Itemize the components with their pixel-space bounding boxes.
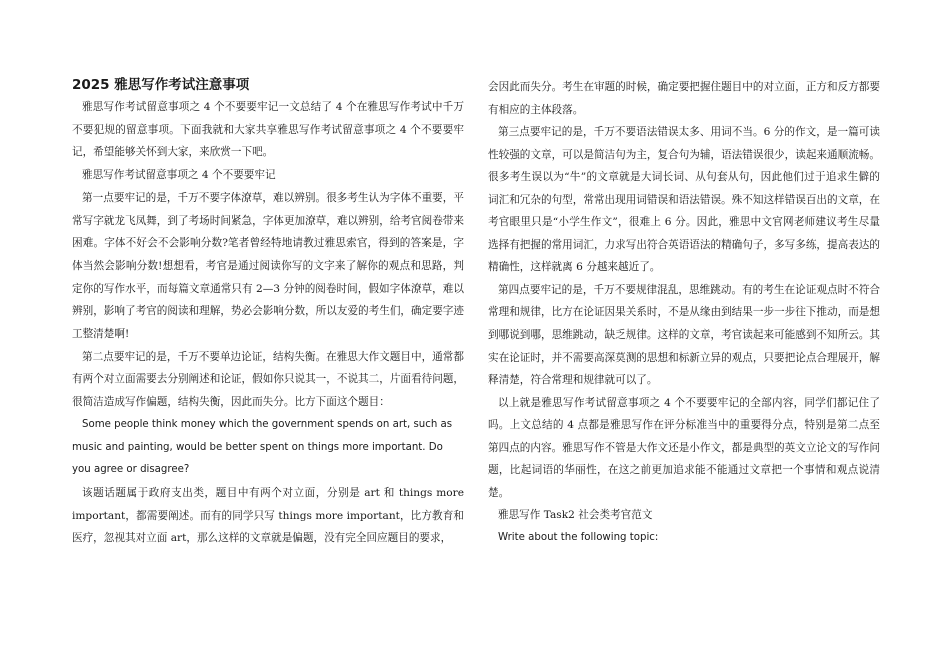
continuation-paragraph: 会因此而失分。考生在审题的时候，确定要把握住题目中的对立面，正方和反方都要有相应的主体段落。: [488, 81, 880, 116]
example-question: Some people think money which the government spends on art, such as music and painting, would be better spent on things more important. Do you agree or disagree?: [72, 418, 453, 476]
sample-essay-heading: 雅思写作 Task2 社会类考官范文: [498, 509, 653, 522]
point-one-paragraph: 第一点要牢记的是，千万不要字体潦草，难以辨别。很多考生认为字体不重要，平常写字就龙飞凤舞，到了考场时间紧急，字体更加潦草，难以辨别，给考官阅卷带来困难。字体不好会不会影响分数?笔者曾经特地请教过雅思索官，得到的答案是，字体当然会影响分数!想想看，考官是通过阅读你写的文字来了解你的观点和思路，判定你的写作水平，而每篇文章通常只有 2—3 分钟的阅卷时间，假如字体潦草，难以辨别，影响了考官的阅读和理解，势必会影响分数，所以友爱的考生们，确定要字迹工整清楚啊!: [72, 191, 464, 341]
left-column: [72, 74, 464, 550]
document-title: 2025 雅思写作考试注意事项: [72, 77, 250, 93]
section-heading: 雅思写作考试留意事项之 4 个不要要牢记: [82, 169, 276, 182]
analysis-paragraph: 该题话题属于政府支出类，题目中有两个对立面，分别是 art 和 things more important，都需要阐述。而有的同学只写 things more important，比方教育和医疗，忽视其对立面 art，那么这样的文章就是偏题，没有完全回应题目的要求，: [72, 486, 464, 545]
right-column: [488, 76, 880, 549]
topic-prompt: Write about the following topic:: [498, 531, 659, 543]
intro-paragraph: 雅思写作考试留意事项之 4 个不要要牢记一文总结了 4 个在雅思写作考试中千万不要犯规的留意事项。下面我就和大家共享雅思写作考试留意事项之 4 个不要要牢记，希望能够关怀到大家，来欣赏一下吧。: [72, 101, 464, 159]
point-two-paragraph: 第二点要牢记的是，千万不要单边论证，结构失衡。在雅思大作文题目中，通常都有两个对立面需要去分别阐述和论证，假如你只说其一，不说其二，片面看待问题，很简洁造成写作偏题，结构失衡，因此而失分。比方下面这个题目：: [72, 350, 464, 409]
summary-paragraph: 以上就是雅思写作考试留意事项之 4 个不要要牢记的全部内容，同学们都记住了吗。上文总结的 4 点都是雅思写作在评分标准当中的重要得分点，特别是第二点至第四点的内容。雅思写作不管是大作文还是小作文，都是典型的英文立论文的写作问题，比起词语的华丽性，在这之前更加追求能不能通过文章把一个事情和观点说清楚。: [488, 396, 880, 499]
point-four-paragraph: 第四点要牢记的是，千万不要规律混乱，思维跳动。有的考生在论证观点时不符合常理和规律，比方在论证因果关系时，不是从缘由到结果一步一步往下推动，而是想到哪说到哪，思维跳动，缺乏规律。这样的文章，考官读起来可能感到不知所云。其实在论证时，并不需要高深莫测的思想和标新立异的观点，只要把论点合理展开，解释清楚，符合常理和规律就可以了。: [488, 283, 880, 387]
point-three-paragraph: 第三点要牢记的是，千万不要语法错误太多、用词不当。6 分的作文，是一篇可读性较强的文章，可以是简洁句为主，复合句为辅，语法错误很少，读起来通顺流畅。很多考生误以为“牛”的文章就是大词长词、从句套从句，因此他们过于追求生僻的词汇和冗杂的句型，常常出现用词错误和语法错误。殊不知这样错误百出的文章，在考官眼里只是“小学生作文”，很难上 6 分。因此，雅思中文官网老师建议考生尽量选择有把握的常用词汇，力求写出符合英语语法的精确句子，多写多练，提高表达的精确性，这样就离 6 分越来越近了。: [488, 126, 880, 274]
